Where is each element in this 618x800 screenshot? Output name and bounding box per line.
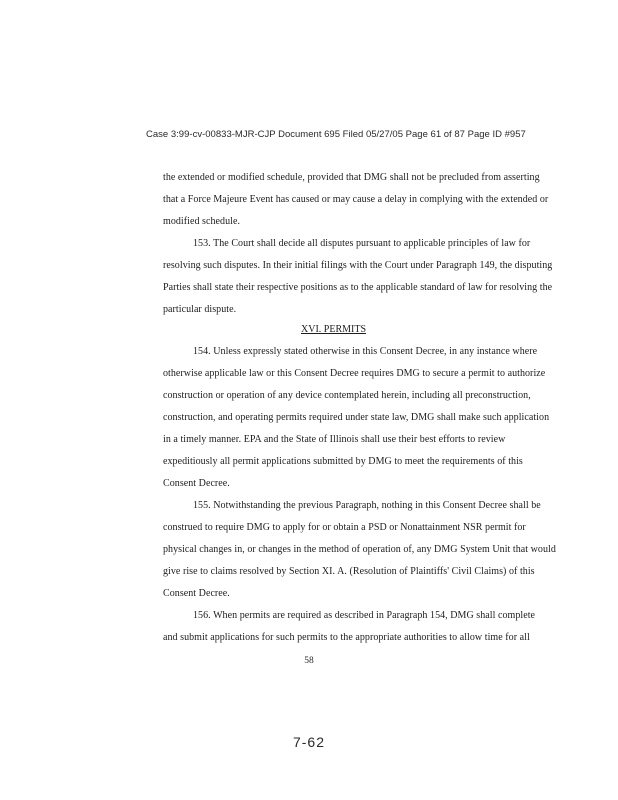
body-line: the extended or modified schedule, provided that DMG shall not be precluded from asserting	[163, 172, 540, 183]
body-line: expeditiously all permit applications submitted by DMG to meet the requirements of this	[163, 456, 523, 467]
body-line: construction, and operating permits required under state law, DMG shall make such application	[163, 412, 550, 423]
page-number: 58	[304, 656, 314, 666]
body-line: Consent Decree.	[163, 478, 230, 489]
paragraph-153-line: 153. The Court shall decide all disputes pursuant to applicable principles of law for	[193, 238, 531, 249]
case-header: Case 3:99-cv-00833-MJR-CJP Document 695 Filed 05/27/05 Page 61 of 87 Page ID #957	[146, 129, 526, 140]
paragraph-154-line: 154. Unless expressly stated otherwise in this Consent Decree, in any instance where	[193, 346, 538, 357]
body-line: modified schedule.	[163, 216, 240, 227]
paragraph-155-line: 155. Notwithstanding the previous Paragraph, nothing in this Consent Decree shall be	[193, 500, 541, 511]
body-line: Consent Decree.	[163, 588, 230, 599]
body-line: construction or operation of any device contemplated herein, including all preconstruction,	[163, 390, 531, 401]
section-heading-permits: XVI. PERMITS	[301, 324, 367, 335]
body-line: that a Force Majeure Event has caused or may cause a delay in complying with the extended or	[163, 194, 549, 205]
body-line: and submit applications for such permits to the appropriate authorities to allow time for all	[163, 632, 530, 643]
body-line: Parties shall state their respective positions as to the applicable standard of law for resolving the	[163, 282, 553, 293]
body-line: physical changes in, or changes in the method of operation of, any DMG System Unit that would	[163, 544, 556, 555]
body-line: construed to require DMG to apply for or obtain a PSD or Nonattainment NSR permit for	[163, 522, 526, 533]
body-line: in a timely manner. EPA and the State of Illinois shall use their best efforts to review	[163, 434, 506, 445]
body-line: particular dispute.	[163, 304, 237, 315]
body-line: resolving such disputes. In their initial filings with the Court under Paragraph 149, the disputing	[163, 260, 553, 271]
paragraph-156-line: 156. When permits are required as described in Paragraph 154, DMG shall complete	[193, 610, 536, 621]
body-line: give rise to claims resolved by Section XI. A. (Resolution of Plaintiffs' Civil Claims) of this	[163, 566, 535, 577]
exhibit-number: 7-62	[292, 734, 326, 750]
body-line: otherwise applicable law or this Consent Decree requires DMG to secure a permit to authorize	[163, 368, 546, 379]
